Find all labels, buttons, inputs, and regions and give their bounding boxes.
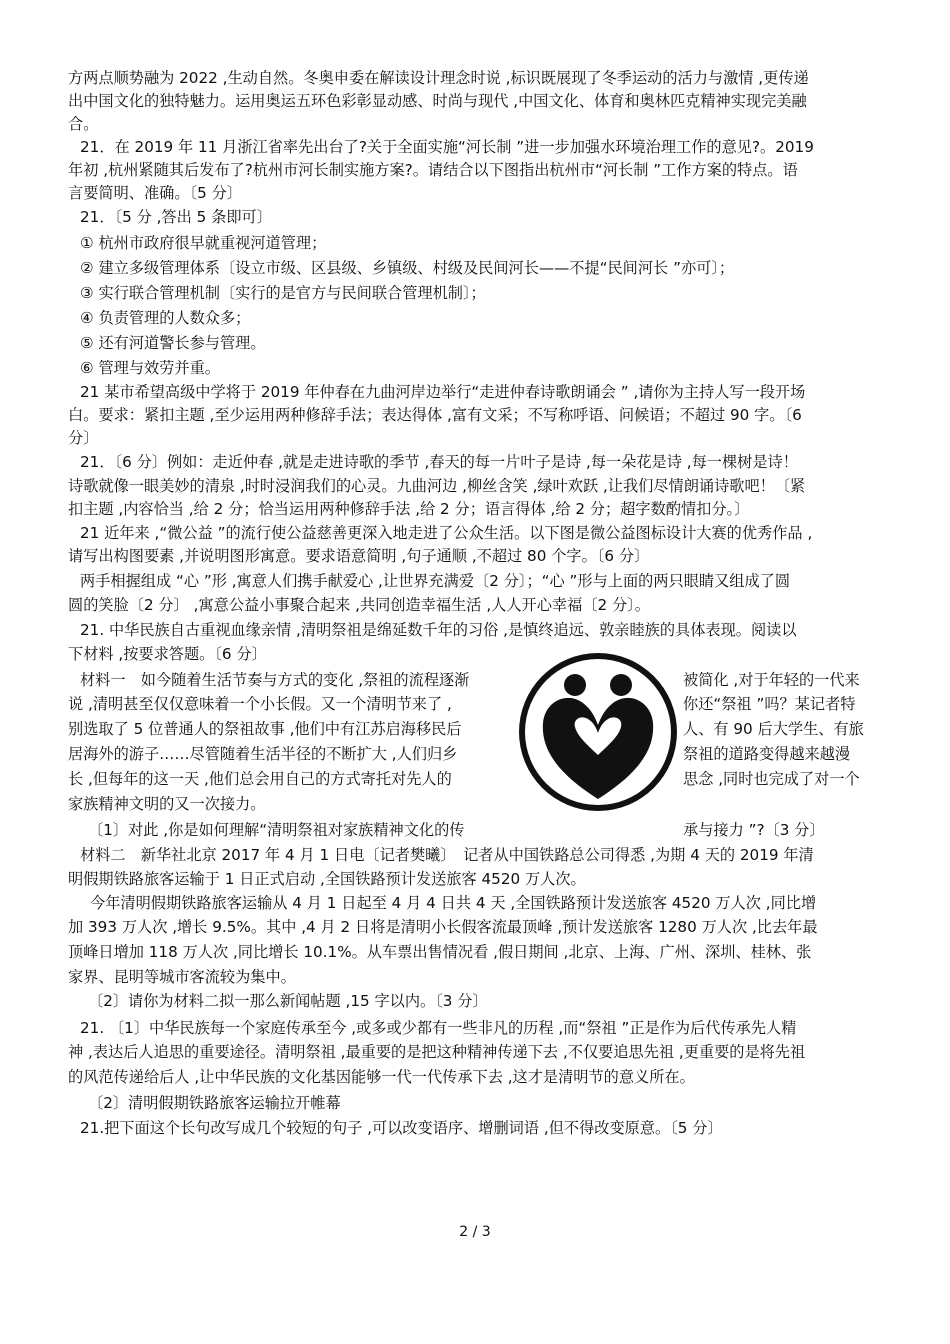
question-21-river-chief: 21．在 2019 年 11 月浙江省率先出台了?关于全面实施“河长制 ”进一步加强水环境治理工作的意见?。2019 [80, 138, 814, 156]
question-21-sentence: 21.把下面这个长句改写成几个较短的句子 ,可以改变语序、增删词语 ,但不得改变原意。〔5 分〕 [80, 1119, 723, 1137]
answer-line: 〔2〕清明假期铁路旅客运输拉开帷幕 [88, 1094, 341, 1112]
answer-item: ⑥ 管理与效劳并重。 [80, 359, 220, 377]
material-one-line: 家族精神文明的又一次接力。 [68, 795, 266, 813]
material-two-line: 材料二 新华社北京 2017 年 4 月 1 日电〔记者樊曦〕 记者从中国铁路总公司得悉 ,为期 4 天的 2019 年清 [80, 846, 814, 864]
text-line: 下材料 ,按要求答题。〔6 分〕 [68, 645, 267, 663]
text-line: 明假期铁路旅客运输于 1 日正式启动 ,全国铁路预计发送旅客 4520 万人次。 [68, 870, 586, 888]
text-line: 出中国文化的独特魅力。运用奥运五环色彩彰显动感、时尚与现代 ,中国文化、体育和奥林匹克精神实现完美融 [68, 92, 807, 110]
text-line: 合。 [68, 115, 99, 133]
text-line: 今年清明假期铁路旅客运输从 4 月 1 日起至 4 月 4 日共 4 天 ,全国铁路预计发送旅客 4520 万人次 ,同比增 [90, 894, 817, 912]
text-line: 言要简明、准确。〔5 分〕 [68, 184, 242, 202]
material-one-line: 说 ,清明甚至仅仅意味着一个小长假。又一个清明节来了 , [68, 695, 452, 713]
material-one-right-line: 你还“祭祖 ”吗？某记者特 [683, 695, 856, 713]
text-line: 的风范传递给后人 ,让中华民族的文化基因能够一代一代传承下去 ,这才是清明节的意义所在。 [68, 1068, 695, 1086]
text-line: 圆的笑脸〔2 分〕 ,寓意公益小事聚合起来 ,共同创造幸福生活 ,人人开心幸福〔2 分〕。 [68, 596, 650, 614]
answer-line: 21. 〔1〕中华民族每一个家庭传承至今 ,或多或少都有一些非凡的历程 ,而“祭祖 ”正是作为后代传承先人精 [80, 1019, 797, 1037]
material-one-line: 长 ,但每年的这一天 ,他们总会用自己的方式寄托对先人的 [68, 770, 452, 788]
text-line: 家界、昆明等城市客流较为集中。 [68, 968, 296, 986]
answer-item: ② 建立多级管理体系〔设立市级、区县级、乡镇级、村级及民间河长——不提“民间河长 ”亦可〕； [80, 259, 735, 277]
material-one-line: 居海外的游子……尽管随着生活半径的不断扩大 ,人们归乡 [68, 745, 458, 763]
text-line: 诗歌就像一眼美妙的清泉 ,时时浸润我们的心灵。九曲河边 ,柳丝含笑 ,绿叶欢跃 ,让我们尽情朗诵诗歌吧！〔紧 [68, 477, 806, 495]
material-one-right-line: 祭祖的道路变得越来越漫 [683, 745, 851, 763]
answer-heading: 21．〔5 分 ,答出 5 条即可〕 [80, 208, 272, 226]
question-part-1-end: 承与接力 ”?〔3 分〕 [683, 821, 825, 839]
answer-item: ⑤ 还有河道警长参与管理。 [80, 334, 266, 352]
text-line: 请写出构图要素 ,并说明图形寓意。要求语意简明 ,句子通顺 ,不超过 80 个字。〔6 分〕 [68, 547, 650, 565]
material-one-right-line: 人、有 90 后大学生、有旅 [683, 720, 864, 738]
charity-heart-logo-icon [517, 651, 679, 813]
material-one-line: 别选取了 5 位普通人的祭祖故事 ,他们中有江苏启海移民后 [68, 720, 462, 738]
answer-item: ③ 实行联合管理机制〔实行的是官方与民间联合管理机制〕； [80, 284, 486, 302]
question-21-poetry: 21 某市希望高级中学将于 2019 年仲春在九曲河岸边举行“走进仲春诗歌朗诵会 ” ,请你为主持人写一段开场 [80, 383, 806, 401]
material-one-right-line: 被简化 ,对于年轻的一代来 [683, 671, 860, 689]
answer-item: ④ 负责管理的人数众多； [80, 309, 251, 327]
question-part-1: 〔1〕对此 ,你是如何理解“清明祭祖对家族精神文化的传 [88, 821, 465, 839]
answer-line: 21．〔6 分〕例如：走近仲春 ,就是走进诗歌的季节 ,春天的每一片叶子是诗 ,每一朵花是诗 ,每一棵树是诗！ [80, 453, 798, 471]
question-part-2: 〔2〕请你为材料二拟一那么新闻帖题 ,15 字以内。〔3 分〕 [88, 992, 488, 1010]
material-one-line: 材料一 如今随着生活节奏与方式的变化 ,祭祖的流程逐渐 [80, 671, 470, 689]
answer-line: 两手相握组成 “心 ”形 ,寓意人们携手献爱心 ,让世界充满爱〔2 分〕；“心 ”形与上面的两只眼睛又组成了圆 [80, 572, 791, 590]
text-line: 扣主题 ,内容恰当 ,给 2 分；恰当运用两种修辞手法 ,给 2 分；语言得体 ,给 2 分；超字数酌情扣分。〕 [68, 500, 750, 518]
answer-item: ① 杭州市政府很早就重视河道管理； [80, 234, 327, 252]
text-line: 白。要求：紧扣主题 ,至少运用两种修辞手法；表达得体 ,富有文采；不写称呼语、问候语；不超过 90 字。〔6 [68, 406, 802, 424]
text-line: 分〕 [68, 429, 99, 447]
text-line: 顶峰日增加 118 万人次 ,同比增长 10.1%。从车票出售情况看 ,假日期间 ,北京、上海、广州、深圳、桂林、张 [68, 943, 812, 961]
material-one-right-line: 思念 ,同时也完成了对一个 [683, 770, 860, 788]
text-line: 加 393 万人次 ,增长 9.5%。其中 ,4 月 2 日将是清明小长假客流最顶峰 ,预计发送旅客 1280 万人次 ,比去年最 [68, 918, 818, 936]
text-line: 年初 ,杭州紧随其后发布了?杭州市河长制实施方案?。请结合以下图指出杭州市“河长制 ”工作方案的特点。语 [68, 161, 798, 179]
page-number: 2 / 3 [459, 1224, 491, 1240]
question-21-charity: 21 近年来 ,“微公益 ”的流行使公益慈善更深入地走进了公众生活。以下图是微公益图标设计大赛的优秀作品 , [80, 524, 813, 542]
question-21-qingming: 21. 中华民族自古重视血缘亲情 ,清明祭祖是绵延数千年的习俗 ,是慎终追远、敦亲睦族的具体表现。阅读以 [80, 621, 797, 639]
text-line: 方两点顺势融为 2022 ,生动自然。冬奥申委在解读设计理念时说 ,标识既展现了冬季运动的活力与激情 ,更传递 [68, 69, 809, 87]
text-line: 神 ,表达后人追思的重要途径。清明祭祖 ,最重要的是把这种精神传递下去 ,不仅要追思先祖 ,更重要的是将先祖 [68, 1043, 806, 1061]
